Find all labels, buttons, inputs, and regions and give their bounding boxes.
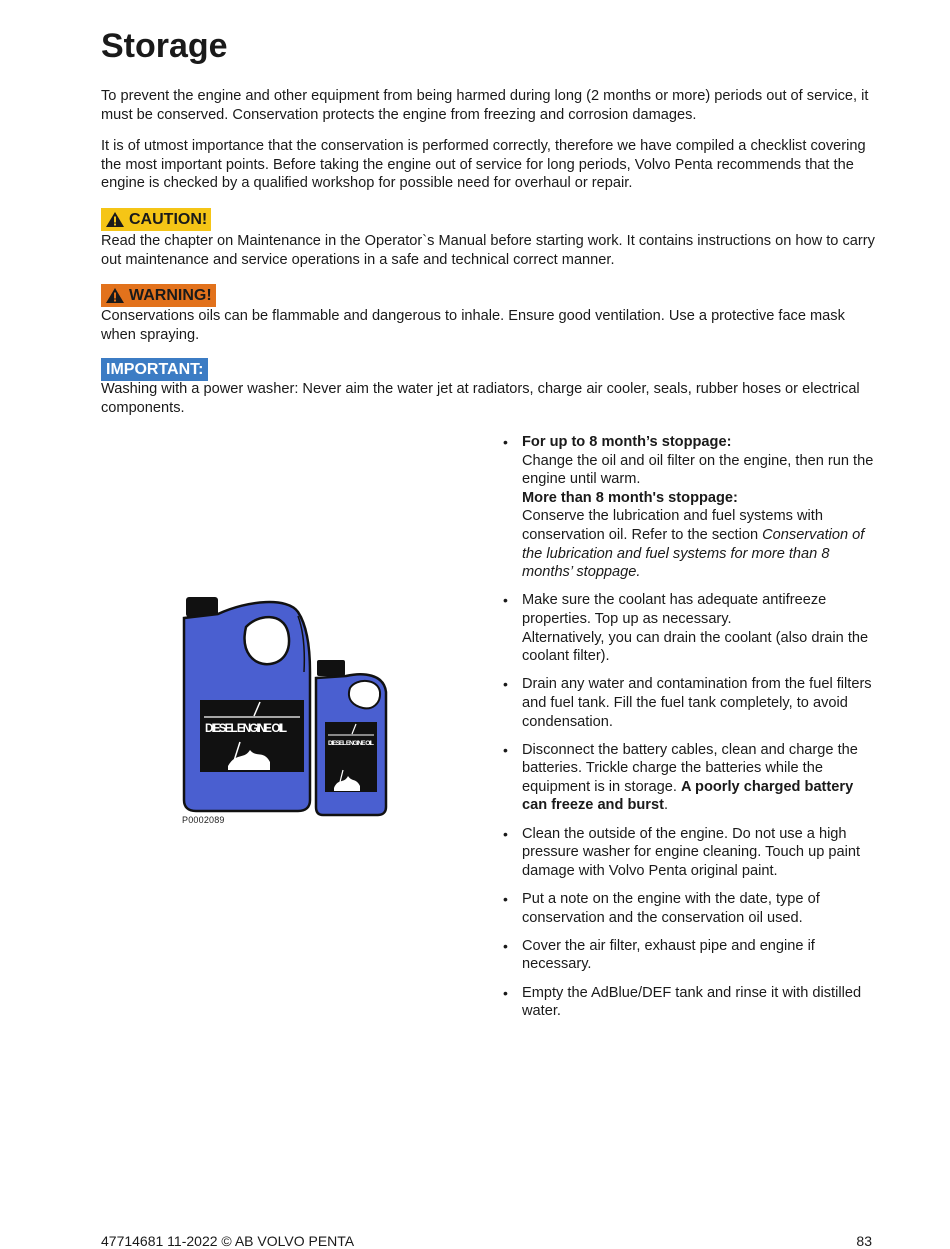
- storage-checklist: [503, 433, 878, 1030]
- bullet-text: Drain any water and contamination from the fuel filters and fuel tank. Fill the fuel tank completely, to avoid condensation.: [522, 676, 872, 730]
- small-canister-handle: [349, 681, 380, 708]
- bullet-text: Disconnect the battery cables, clean and charge the batteries. Trickle charge the batteries while the equipment is in storage.: [522, 741, 858, 795]
- important-label: IMPORTANT:: [106, 361, 204, 378]
- section-reference: Conservation of the lubrication and fuel systems for more than 8 months’ stoppage.: [522, 526, 865, 581]
- page-number: 83: [856, 1233, 872, 1249]
- list-item: [503, 433, 878, 582]
- bullet-text: • Make sure the coolant has adequate antifreeze properties. Top up as necessary.: [522, 592, 827, 627]
- intro-paragraph-2: It is of utmost importance that the conservation is performed correctly, therefore we have compiled a checklist covering the most important points. Before taking the engine out of service for long periods, Volvo Penta recommends that the engine is checked by a qualified workshop for possible need for overhaul or repair.: [101, 138, 866, 192]
- list-item: [503, 890, 878, 927]
- list-item: [503, 984, 878, 1021]
- large-canister-handle: [245, 617, 289, 664]
- bullet-text: Put a note on the engine with the date, type of conservation and the conservation oil used.: [522, 891, 820, 926]
- list-item: [503, 937, 878, 974]
- bullet-heading: More than 8 month's stoppage:: [522, 489, 738, 506]
- oil-canisters-illustration: [178, 592, 393, 824]
- figure-id: P0002089: [182, 815, 225, 825]
- bullet-text: Alternatively, you can drain the coolant (also drain the coolant filter).: [522, 629, 869, 665]
- important-badge: [101, 358, 208, 381]
- bullet-text: Empty the AdBlue/DEF tank and rinse it with distilled water.: [522, 984, 862, 1020]
- small-canister-cap: [317, 660, 345, 676]
- caution-text: Read the chapter on Maintenance in the Operator`s Manual before starting work. It contains instructions on how to carry out maintenance and service operations in a safe and technical correct manner.: [101, 233, 875, 268]
- warning-label: WARNING!: [129, 287, 212, 304]
- large-canister-label: DIESEL ENGINE OIL: [205, 723, 287, 735]
- list-item: [503, 825, 878, 881]
- bullet-text: Cover the air filter, exhaust pipe and engine if necessary.: [522, 937, 815, 973]
- list-item: • Disconnect the battery cables, clean and charge the batteries. Trickle charge the batteries while the equipment is in storage. A poorly charged battery can freeze and burst.: [503, 741, 878, 815]
- important-text: Washing with a power washer: Never aim the water jet at radiators, charge air cooler, seals, rubber hoses or electrical components.: [101, 381, 860, 416]
- caution-badge: [101, 208, 211, 231]
- small-canister-label: DIESEL ENGINE OIL: [328, 740, 374, 747]
- bullet-emphasis: A poorly charged battery can freeze and burst: [522, 778, 854, 814]
- warning-triangle-icon: [105, 287, 125, 304]
- warning-badge: [101, 284, 216, 307]
- page-title: Storage: [101, 27, 228, 65]
- caution-label: CAUTION!: [129, 211, 208, 228]
- bullet-text: Conserve the lubrication and fuel systems with conservation oil. Refer to the section Conservation of the lubrication and fuel systems for more than 8 months’ stoppage.: [522, 508, 865, 581]
- bullet-heading: • For up to 8 month’s stoppage:: [522, 434, 732, 450]
- bullet-text: Clean the outside of the engine. Do not use a high pressure washer for engine cleaning. Touch up paint damage with Volvo Penta original paint.: [522, 825, 861, 879]
- intro-paragraph-1: To prevent the engine and other equipment from being harmed during long (2 months or more) periods out of service, it must be conserved. Conservation protects the engine from freezing and corrosion damages.: [101, 88, 869, 123]
- list-item: [503, 675, 878, 731]
- warning-triangle-icon: [105, 211, 125, 228]
- list-item: [503, 591, 878, 665]
- warning-text: Conservations oils can be flammable and dangerous to inhale. Ensure good ventilation. Use a protective face mask when spraying.: [101, 308, 845, 343]
- bullet-text: Change the oil and oil filter on the engine, then run the engine until warm.: [522, 452, 874, 488]
- footer-doc-info: 47714681 11-2022 © AB VOLVO PENTA: [101, 1233, 355, 1249]
